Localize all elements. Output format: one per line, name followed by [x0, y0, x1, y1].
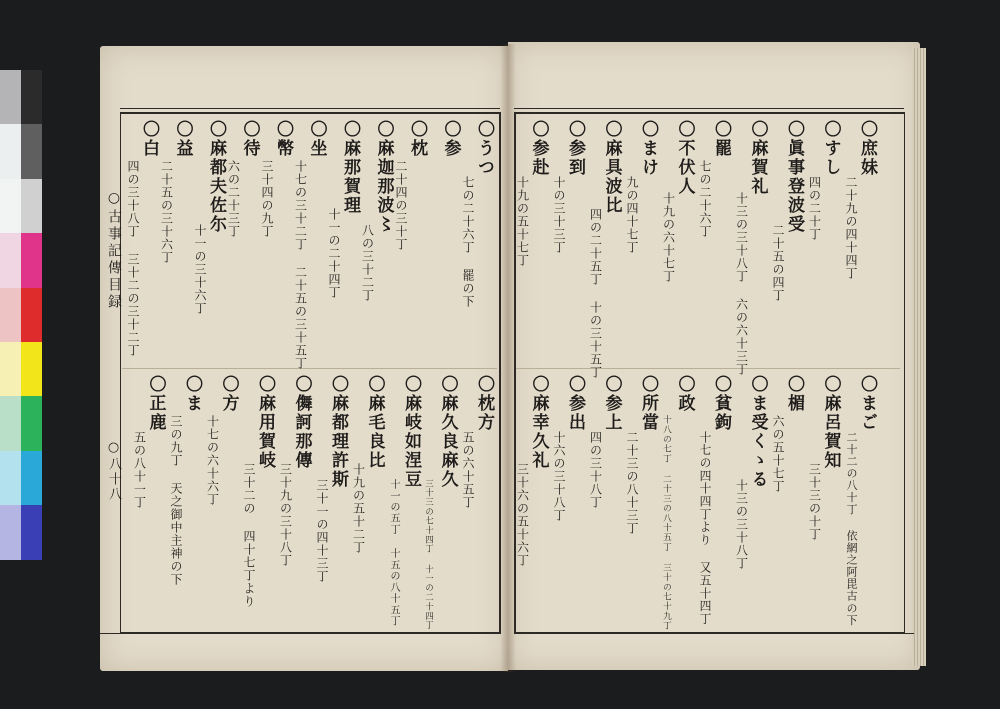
entry-heading: 〇すし [820, 120, 841, 177]
entry-page-reference: 十三の三十八丁 [734, 479, 749, 570]
entry-heading: 〇麻毛良比 [364, 375, 385, 470]
entry-page-reference: 六の五十七丁 [771, 415, 785, 493]
entry-heading: 〇ま [182, 375, 202, 413]
entry-heading: 〇麻都夫佐尓 [206, 120, 226, 234]
entry-page-reference: 三十六の五十六丁 [515, 463, 530, 567]
entry-page-reference: 十九の五十七丁 [515, 176, 530, 267]
color-swatch [21, 179, 42, 233]
entry-page-reference: 五の六十五丁 [461, 431, 475, 509]
color-swatch [0, 233, 21, 287]
entry-page-reference: 十七の六十六丁 [205, 415, 220, 506]
entry-heading: 〇眞事登波受 [784, 120, 804, 234]
left-section-divider [122, 368, 497, 369]
entry-page-reference: 四の二十五丁 十の三十五丁 [588, 208, 603, 379]
entry-heading: 〇麻岐如涅豆 [401, 375, 421, 489]
entry-heading: 〇参 [440, 120, 461, 158]
entry-heading: 〇うつ [474, 120, 494, 177]
entry-heading: 〇不伏人 [674, 120, 695, 196]
entry-heading: 〇貧鉤 [711, 375, 731, 432]
color-swatch [21, 396, 42, 450]
color-swatch [21, 124, 42, 178]
color-swatch [21, 288, 42, 342]
entry-heading: 〇麻具波比 [601, 120, 622, 215]
entry-page-reference: 十の三十三丁 [552, 176, 566, 254]
entry-page-reference: 四の三十八丁 三十二の三十二丁 [126, 160, 140, 357]
color-swatch [21, 70, 42, 124]
entry-heading: 〇正鹿 [145, 375, 166, 432]
color-swatch [0, 70, 21, 124]
entry-page-reference: 二十五の四丁 [771, 224, 785, 302]
entry-page-reference: 二十九の四十四丁 [844, 176, 858, 280]
folio-number: ○八十八 [106, 440, 121, 502]
color-swatch [0, 396, 21, 450]
entry-page-reference: 三十四の九丁 [260, 160, 274, 238]
entry-heading: 〇庶妹 [857, 120, 877, 177]
entry-heading: 〇まけ [638, 120, 658, 177]
right-section-divider [516, 368, 900, 369]
entry-heading: 〇参上 [601, 375, 622, 432]
entry-page-reference: 十七の四十四丁より 又五十四丁 [698, 431, 712, 626]
entry-page-reference: 三十一の四十三丁 [315, 479, 329, 583]
color-swatch [21, 505, 42, 559]
entry-page-reference: 四の二十丁 [807, 176, 822, 241]
entry-page-reference: 十一の二十四丁 [327, 208, 341, 299]
entry-heading: 〇ま受くゝる [747, 375, 768, 489]
book-title: ○古事記傳目録 [106, 190, 122, 311]
color-swatch [21, 233, 42, 287]
entry-heading: 〇政 [674, 375, 695, 413]
entry-heading: 〇罷 [711, 120, 731, 158]
entry-page-reference: 十三の三十八丁 六の六十三丁 [734, 192, 749, 376]
entry-heading: 〇麻呂賀知 [820, 375, 841, 470]
entry-page-reference: 四の三十八丁 [588, 431, 603, 509]
entry-page-reference: 十九の六十七丁 [661, 192, 676, 283]
entry-heading: 〇麻用賀岐 [255, 375, 275, 470]
color-swatch [21, 451, 42, 505]
entry-page-reference: 六の二十三丁 [226, 160, 241, 238]
entry-page-reference: 十七の三十二丁 二十五の三十五丁 [293, 160, 308, 370]
right-top-rule [514, 108, 904, 109]
entry-page-reference: 七の二十六丁 罷の下 [461, 176, 475, 308]
entry-page-reference: 十一の三十六丁 [193, 224, 207, 315]
entry-heading: 〇麻賀礼 [747, 120, 768, 196]
color-swatch [0, 342, 21, 396]
entry-page-reference: 十一の五丁 十五の八十五丁 [388, 479, 400, 627]
entry-heading: 〇麻迦那波〻 [373, 120, 394, 234]
entry-heading: 〇参出 [565, 375, 585, 432]
entry-page-reference: 九の四十七丁 [625, 176, 639, 254]
entry-page-reference: 三十九の三十八丁 [278, 463, 293, 567]
left-bottom-rule [100, 633, 500, 634]
entry-heading: 〇参赴 [528, 120, 549, 177]
entry-page-reference: 五の八十一丁 [132, 431, 147, 509]
entry-page-reference: 七の二十六丁 [698, 160, 712, 238]
entry-page-reference: 三十三の七十四丁 十一の二十四丁 [424, 479, 435, 631]
entry-heading: 〇坐 [306, 120, 327, 158]
entry-heading: 〇枕方 [474, 375, 494, 432]
entry-page-reference: 二十五の三十六丁 [159, 160, 174, 264]
right-bottom-rule [514, 633, 914, 634]
entry-heading: 〇益 [172, 120, 193, 158]
entry-heading: 〇方 [218, 375, 239, 413]
entry-heading: 〇枕 [407, 120, 427, 158]
entry-page-reference: 二十四の三十丁 [394, 160, 408, 251]
color-swatch [21, 342, 42, 396]
left-top-rule [120, 108, 500, 109]
entry-heading: 〇まご [857, 375, 877, 432]
color-swatch [0, 124, 21, 178]
entry-heading: 〇麻久良麻久 [437, 375, 458, 489]
entry-heading: 〇麻幸久礼 [528, 375, 549, 470]
entry-page-reference: 三十二の 四十七丁より [242, 463, 256, 608]
entry-heading: 〇儛訶那傳 [291, 375, 312, 470]
entry-page-reference: 八の三十二丁 [360, 224, 375, 302]
entry-heading: 〇所當 [638, 375, 658, 432]
color-calibration-strip [0, 70, 42, 560]
page-edges [912, 48, 926, 666]
entry-page-reference: 二十二の八十丁 依網之阿毘古の下 [845, 431, 858, 627]
color-swatch [0, 288, 21, 342]
entry-page-reference: 三十三の十丁 [807, 463, 822, 541]
entry-heading: 〇麻那賀理 [340, 120, 360, 215]
entry-page-reference: 十六の三十八丁 [552, 431, 566, 522]
entry-page-reference: 十八の七丁 二十三の八十五丁 三十の七十九丁 [661, 415, 672, 631]
color-swatch [0, 505, 21, 559]
entry-page-reference: 三の九丁 天之御中主神の下 [169, 415, 183, 586]
entry-heading: 〇待 [239, 120, 260, 158]
entry-heading: 〇白 [139, 120, 159, 158]
entry-page-reference: 十九の五十二丁 [351, 463, 366, 554]
entry-heading: 〇楣 [784, 375, 804, 413]
entry-page-reference: 二十三の八十三丁 [625, 431, 639, 535]
entry-heading: 〇麻都理許斯 [328, 375, 348, 489]
entry-heading: 〇参到 [565, 120, 585, 177]
color-swatch [0, 179, 21, 233]
entry-heading: 〇幣 [273, 120, 293, 158]
color-swatch [0, 451, 21, 505]
